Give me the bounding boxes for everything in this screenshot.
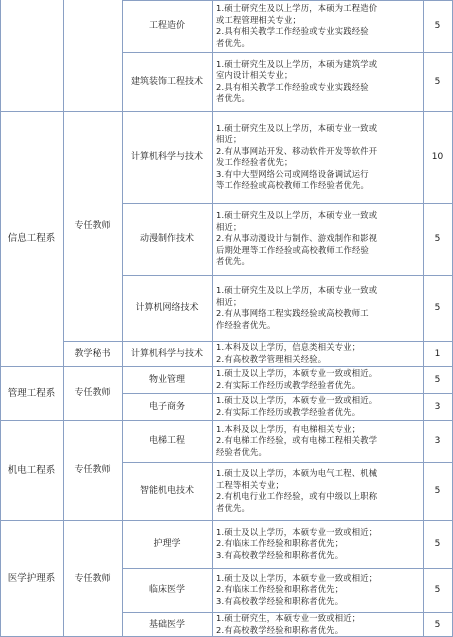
requirement-line: 3.有中大型网络公司或网络设备调试运行 <box>216 168 369 179</box>
position-divider <box>63 420 122 421</box>
requirement-cell <box>212 568 423 612</box>
requirement-line: 1.本科及以上学历，信息类相关专业； <box>216 342 361 352</box>
count-cell: 3 <box>434 436 441 446</box>
requirement-line: 2.有机电行业工作经验，或有中级以上职称 <box>216 491 378 501</box>
requirement-line: 1.硕士研究生，本硕专业一致或相近； <box>216 613 361 623</box>
row-divider <box>122 462 453 463</box>
requirement-cell <box>212 366 423 393</box>
count-cell: 5 <box>434 303 441 313</box>
row-divider <box>122 111 453 112</box>
requirement-cell <box>212 111 423 203</box>
requirement-line: 1.硕士研究生及以上学历，本硕为建筑学或 <box>216 58 378 69</box>
major-cell: 建筑装饰工程技术 <box>130 76 203 87</box>
position-cell: 教学秘书 <box>74 348 111 359</box>
count-cell: 5 <box>434 585 441 595</box>
requirement-cell <box>212 420 423 462</box>
requirement-line: 2.有临床工作经验和职称者优先； <box>216 538 344 549</box>
count-cell: 1 <box>434 348 441 359</box>
requirement-line: 者优先。 <box>216 37 250 48</box>
requirement-line: 1.硕士及以上学历，本硕专业一致或相近； <box>216 572 378 583</box>
column-divider <box>122 0 123 637</box>
count-cell: 5 <box>434 76 441 87</box>
column-divider <box>423 0 424 637</box>
requirement-line: 工程等相关专业； <box>216 479 284 490</box>
major-cell: 计算机网络技术 <box>135 303 199 313</box>
requirement-line: 1.硕士及以上学历，本硕为电气工程、机械 <box>216 468 378 478</box>
requirement-line: 1.硕士及以上学历，本硕专业一致或相近。 <box>216 368 378 378</box>
position-divider <box>63 366 122 367</box>
major-cell: 电子商务 <box>148 401 185 412</box>
row-divider <box>122 0 453 1</box>
requirement-line: 发工作经验者优先； <box>216 157 293 167</box>
major-cell: 智能机电技术 <box>139 486 194 496</box>
requirement-cell <box>212 52 423 111</box>
requirement-line: 2.有从事网络工程实践经验或高校教师工 <box>216 308 369 318</box>
row-divider <box>122 366 453 367</box>
department-cell: 信息工程系 <box>7 233 56 244</box>
requirement-line: 2.有高校教学管理相关经验。 <box>216 353 327 364</box>
requirement-line: 3.有高校教学经验和职称者优先。 <box>216 549 344 560</box>
requirement-line: 1.硕士及以上学历，本硕专业一致或相近； <box>216 526 378 537</box>
department-cell: 医学护理系 <box>7 573 56 584</box>
requirement-cell <box>212 341 423 366</box>
requirement-line: 1.硕士研究生及以上学历，本硕专业一致或 <box>216 122 378 133</box>
major-cell: 工程造价 <box>148 21 185 31</box>
requirement-line: 2.有实际工作经历或教学经验者优先。 <box>216 406 361 417</box>
requirement-line: 3.有高校教学经验和职称者优先。 <box>216 595 344 606</box>
requirement-line: 1.硕士研究生及以上学历，本硕专业一致或 <box>216 285 378 295</box>
requirement-line: 或工程管理相关专业； <box>216 14 301 25</box>
count-cell: 10 <box>431 152 444 162</box>
count-cell: 5 <box>434 486 441 496</box>
count-cell: 5 <box>434 619 441 630</box>
requirement-line: 2.具有相关教学工作经验或专业实践经验 <box>216 81 369 92</box>
dept-divider <box>0 366 63 367</box>
major-cell: 动漫制作技术 <box>139 234 194 244</box>
requirement-cell <box>212 0 423 52</box>
department-cell: 机电工程系 <box>7 464 56 476</box>
major-cell: 物业管理 <box>148 374 185 385</box>
requirement-line: 经验者优先。 <box>216 446 267 457</box>
row-divider <box>122 393 453 394</box>
requirement-line: 者优先。 <box>216 256 250 267</box>
row-divider <box>122 420 453 421</box>
requirement-line: 1.硕士及以上学历，本硕专业一致或相近。 <box>216 395 378 405</box>
requirement-line: 2.有临床工作经验和职称者优先； <box>216 584 344 595</box>
requirement-line: 2.有实际工作经历或教学经验者优先。 <box>216 379 361 390</box>
requirement-line: 1.本科及以上学历，有电梯相关专业； <box>216 423 361 434</box>
requirement-cell <box>212 462 423 520</box>
count-cell: 5 <box>434 21 441 31</box>
dept-divider <box>0 520 63 521</box>
count-cell: 5 <box>434 374 441 385</box>
requirement-line: 者优先。 <box>216 502 250 513</box>
requirement-line: 2.有高校教学经验和职称者优先。 <box>216 624 344 635</box>
major-cell: 基础医学 <box>148 619 185 630</box>
major-cell: 护理学 <box>153 539 181 549</box>
position-cell: 专任教师 <box>74 573 111 584</box>
dept-divider <box>0 420 63 421</box>
major-cell: 计算机科学与技术 <box>130 152 203 162</box>
major-cell: 电梯工程 <box>148 436 185 446</box>
requirement-cell <box>212 612 423 637</box>
requirement-line: 等工作经验或高校教师工作经验者优先。 <box>216 180 369 190</box>
position-cell: 专任教师 <box>74 465 111 475</box>
row-divider <box>122 275 453 276</box>
requirement-line: 1.硕士研究生及以上学历，本硕为工程造价 <box>216 3 378 13</box>
requirement-line: 作经验者优先。 <box>216 319 276 330</box>
major-cell: 临床医学 <box>148 585 185 595</box>
requirement-line: 后期处理等工作经验或高校教师工作经验 <box>216 244 369 255</box>
position-divider <box>63 111 122 112</box>
row-divider <box>122 52 453 53</box>
requirement-line: 2.具有相关教学工作经验或专业实践经验 <box>216 26 369 36</box>
position-divider <box>63 341 122 342</box>
requirement-cell <box>212 203 423 275</box>
column-divider <box>0 0 1 637</box>
row-divider <box>122 612 453 613</box>
requirement-cell <box>212 393 423 420</box>
position-cell: 专任教师 <box>74 388 111 398</box>
requirement-line: 2.有从事动漫设计与制作、游戏制作和影视 <box>216 233 378 244</box>
row-divider <box>122 520 453 521</box>
requirement-line: 1.硕士研究生及以上学历，本硕专业一致或 <box>216 210 378 221</box>
row-divider <box>122 341 453 342</box>
requirement-line: 相近； <box>216 221 242 232</box>
position-divider <box>63 520 122 521</box>
major-cell: 计算机科学与技术 <box>130 348 203 359</box>
position-cell: 专任教师 <box>74 221 111 231</box>
requirement-line: 室内设计相关专业； <box>216 70 293 80</box>
column-divider <box>212 0 213 637</box>
count-cell: 5 <box>434 234 441 244</box>
requirement-line: 相近； <box>216 296 242 307</box>
row-divider <box>122 568 453 569</box>
dept-divider <box>0 111 63 112</box>
department-cell: 管理工程系 <box>7 387 56 399</box>
row-divider <box>122 203 453 204</box>
requirement-line: 2.有从事网站开发、移动软件开发等软件开 <box>216 145 378 156</box>
requirement-line: 2.有电梯工作经验，或有电梯工程相关教学 <box>216 435 378 446</box>
count-cell: 5 <box>434 539 441 549</box>
count-cell: 3 <box>434 401 441 412</box>
column-divider <box>63 0 64 637</box>
requirement-cell <box>212 520 423 568</box>
requirement-line: 者优先。 <box>216 93 250 103</box>
requirement-line: 相近； <box>216 134 242 144</box>
requirement-cell <box>212 275 423 341</box>
